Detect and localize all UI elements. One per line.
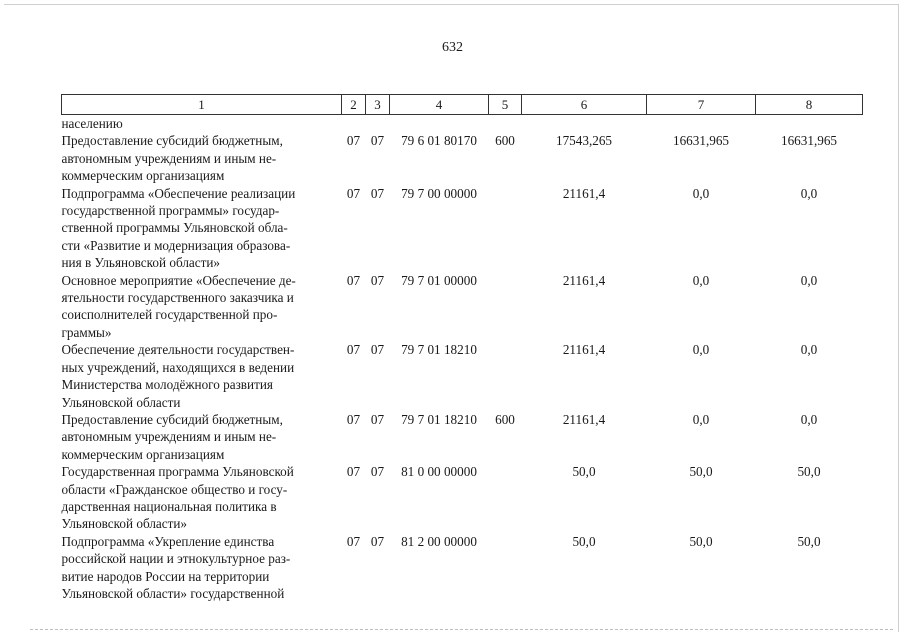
amount-col-8: 50,0	[797, 533, 821, 549]
row-name-line: Основное мероприятие «Обеспечение де-	[61, 272, 296, 288]
subsection-code: 07	[370, 342, 385, 358]
row-name-line: Ульяновской области»	[61, 516, 188, 532]
row-name-line: государственной программы» государ-	[61, 203, 280, 219]
amount-col-7: 0,0	[692, 185, 710, 201]
section-code: 07	[346, 133, 361, 149]
expense-type-code	[489, 463, 522, 533]
amount-col-7: 50,0	[689, 464, 713, 480]
subsection-code: 07	[370, 272, 385, 288]
section-code: 07	[346, 342, 361, 358]
amount-col-7: 50,0	[689, 533, 713, 549]
expense-type-code	[489, 185, 522, 272]
amount-col-7: 16631,965	[672, 133, 730, 149]
row-name	[62, 341, 342, 411]
expense-type-code: 600	[495, 411, 515, 427]
table-row	[62, 463, 863, 533]
header-col-8: 8	[756, 95, 863, 115]
row-name-line: Государственная программа Ульяновской	[61, 464, 294, 480]
row-name-line: коммерческим организациям	[61, 446, 225, 462]
row-name-line: ния в Ульяновской области»	[61, 255, 221, 271]
amount-col-7: 0,0	[692, 411, 710, 427]
page-number: 632	[442, 40, 463, 55]
amount-col-6: 50,0	[572, 464, 596, 480]
row-name-line: граммы»	[61, 324, 112, 340]
row-name-line: автономным учреждениям и иным не-	[61, 150, 277, 166]
expense-type-code	[489, 533, 522, 603]
amount-col-8: 16631,965	[780, 133, 838, 149]
amount-col-7: 0,0	[692, 272, 710, 288]
section-code: 07	[346, 533, 361, 549]
row-name-line: Ульяновской области	[61, 394, 181, 410]
row-name-line: Обеспечение деятельности государствен-	[61, 342, 295, 358]
continuation-text: населению	[61, 116, 123, 131]
table-row	[62, 185, 863, 272]
row-name-line: Ульяновской области» государственной	[61, 585, 285, 601]
header-col-6: 6	[522, 95, 647, 115]
target-article-code: 79 7 00 00000	[401, 185, 477, 201]
expense-type-code	[489, 341, 522, 411]
amount-col-8: 0,0	[800, 185, 818, 201]
row-name-line: области «Гражданское общество и госу-	[61, 481, 288, 497]
subsection-code: 07	[370, 185, 385, 201]
target-article-code: 81 2 00 00000	[401, 533, 477, 549]
row-name-line: сти «Развитие и модернизация образова-	[61, 237, 291, 253]
row-name-line: ных учреждений, находящихся в ведении	[61, 359, 295, 375]
table-row	[62, 341, 863, 411]
expense-type-code: 600	[495, 133, 515, 149]
row-name-line: витие народов России на территории	[61, 568, 270, 584]
row-name-line: ственной программы Ульяновской обла-	[61, 220, 288, 236]
header-col-1: 1	[62, 95, 342, 115]
amount-col-8: 0,0	[800, 411, 818, 427]
header-col-7: 7	[647, 95, 756, 115]
scan-edge	[30, 629, 893, 633]
expense-type-code	[489, 272, 522, 342]
table-row	[62, 272, 863, 342]
header-col-4: 4	[390, 95, 489, 115]
amount-col-8: 0,0	[800, 272, 818, 288]
amount-col-6: 21161,4	[562, 411, 606, 427]
amount-col-7: 0,0	[692, 342, 710, 358]
amount-col-8: 50,0	[797, 464, 821, 480]
row-name-line: Министерства молодёжного развития	[61, 377, 273, 393]
row-name-line: Подпрограмма «Укрепление единства	[61, 533, 275, 549]
budget-table	[61, 94, 863, 602]
row-name-line: Подпрограмма «Обеспечение реализации	[61, 185, 296, 201]
table-header-row	[62, 95, 863, 115]
section-code: 07	[346, 272, 361, 288]
target-article-code: 79 7 01 18210	[401, 411, 477, 427]
row-name	[62, 463, 342, 533]
header-col-2: 2	[342, 95, 366, 115]
target-article-code: 79 6 01 80170	[401, 133, 477, 149]
subsection-code: 07	[370, 533, 385, 549]
section-code: 07	[346, 464, 361, 480]
row-name-line: Предоставление субсидий бюджетным,	[61, 133, 283, 149]
table-row	[62, 132, 863, 184]
section-code: 07	[346, 185, 361, 201]
row-name	[62, 411, 342, 463]
header-col-3: 3	[366, 95, 390, 115]
subsection-code: 07	[370, 133, 385, 149]
table-row	[62, 533, 863, 603]
amount-col-6: 21161,4	[562, 342, 606, 358]
amount-col-6: 50,0	[572, 533, 596, 549]
amount-col-8: 0,0	[800, 342, 818, 358]
target-article-code: 79 7 01 18210	[401, 342, 477, 358]
row-name	[62, 185, 342, 272]
continuation-row	[62, 115, 863, 133]
header-col-5: 5	[489, 95, 522, 115]
table-row	[62, 411, 863, 463]
target-article-code: 81 0 00 00000	[401, 464, 477, 480]
row-name-line: автономным учреждениям и иным не-	[61, 429, 277, 445]
row-name	[62, 533, 342, 603]
row-name	[62, 132, 342, 184]
row-name-line: дарственная национальная политика в	[61, 498, 277, 514]
subsection-code: 07	[370, 411, 385, 427]
row-name-line: ятельности государственного заказчика и	[61, 290, 294, 306]
row-name-line: Предоставление субсидий бюджетным,	[61, 411, 283, 427]
row-name-line: соисполнителей государственной про-	[61, 307, 278, 323]
target-article-code: 79 7 01 00000	[401, 272, 477, 288]
row-name-line: коммерческим организациям	[61, 168, 225, 184]
amount-col-6: 21161,4	[562, 185, 606, 201]
row-name	[62, 272, 342, 342]
section-code: 07	[346, 411, 361, 427]
amount-col-6: 21161,4	[562, 272, 606, 288]
amount-col-6: 17543,265	[555, 133, 613, 149]
row-name-line: российской нации и этнокультурное раз-	[61, 551, 291, 567]
subsection-code: 07	[370, 464, 385, 480]
